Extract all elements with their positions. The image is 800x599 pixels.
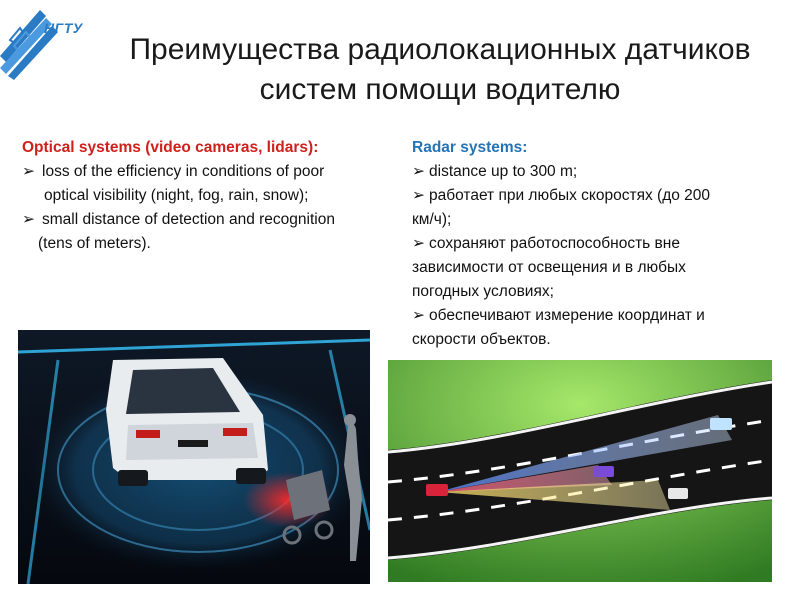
radar-item-4-line-1: обеспечивают измерение координат и [429, 307, 705, 324]
radar-item-4 [412, 304, 782, 352]
radar-item-3-line-2: зависимости от освещения и в любых [412, 259, 686, 276]
arrow-bullet-icon: ➢ [412, 187, 425, 204]
optical-systems-section [22, 136, 402, 256]
radar-item-2-line-2: км/ч); [412, 211, 452, 228]
arrow-bullet-icon: ➢ [412, 163, 425, 180]
slide-title-line-1: Преимущества радиолокационных датчиков [129, 33, 751, 66]
road-radar-illustration [388, 360, 772, 582]
radar-item-3 [412, 232, 782, 304]
road-radar-image [388, 360, 772, 582]
radar-systems-heading: Radar systems: [412, 139, 528, 156]
slide-title [90, 30, 790, 110]
ngtu-logo-icon [0, 0, 90, 80]
logo-text: НГТУ [44, 20, 83, 36]
radar-item-3-line-1: сохраняют работоспособность вне [429, 235, 680, 252]
arrow-bullet-icon: ➢ [412, 307, 425, 324]
radar-item-2 [412, 184, 782, 232]
radar-systems-section [412, 136, 782, 352]
optical-item-1-line-2: optical visibility (night, fog, rain, snow); [44, 187, 309, 204]
optical-item-2-line-1: small distance of detection and recognition [42, 211, 335, 228]
radar-item-2-line-1: работает при любых скоростях (до 200 [429, 187, 711, 204]
optical-item-1-line-1: loss of the efficiency in conditions of poor [42, 163, 325, 180]
arrow-bullet-icon: ➢ [22, 163, 35, 180]
car-radar-image [18, 330, 370, 584]
radar-item-3-line-3: погодных условиях; [412, 283, 554, 300]
car-radar-illustration [18, 330, 370, 584]
arrow-bullet-icon: ➢ [412, 235, 425, 252]
optical-item-2 [22, 208, 402, 256]
ngtu-logo [0, 0, 90, 80]
optical-systems-heading: Optical systems (video cameras, lidars): [22, 139, 319, 156]
radar-item-1-line-1: distance up to 300 m; [429, 163, 578, 180]
optical-item-1 [22, 160, 402, 208]
radar-item-1 [412, 160, 782, 184]
arrow-bullet-icon: ➢ [22, 211, 35, 228]
slide-title-line-2: систем помощи водителю [259, 73, 621, 106]
optical-item-2-line-2: (tens of meters). [38, 235, 151, 252]
radar-item-4-line-2: скорости объектов. [412, 331, 551, 348]
